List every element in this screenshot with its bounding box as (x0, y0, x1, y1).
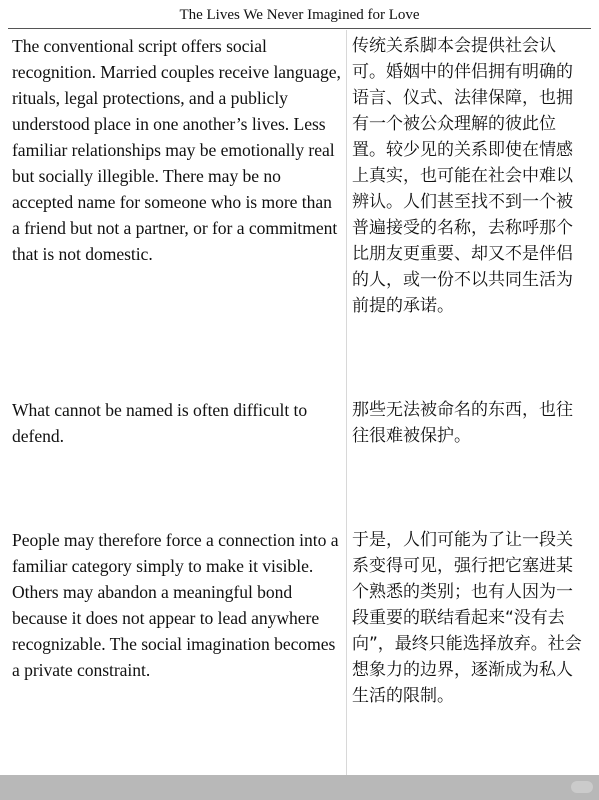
section-3-english: People may therefore force a connection into a familiar category simply to make it visible. Others may abandon a meaningful bond because it does not appear to lead anywhere recognizable. The social imagination becomes a private constraint. (12, 530, 339, 680)
section-1-chinese: 传统关系脚本会提供社会认可。婚姻中的伴侣拥有明确的语言、仪式、法律保障，也拥有一个被公众理解的彼此位置。较少见的关系即使在情感上真实，也可能在社会中难以辨认。人们甚至找不到一个被普遍接受的名称，去称呼那个比朋友更重要、却又不是伴侣的人，或一份不以共同生活为前提的承诺。 (352, 36, 573, 316)
watermark-logo (571, 781, 593, 793)
section-1-english: The conventional script offers social recognition. Married couples receive language, rituals, legal protections, and a publicly understood place in one another’s lives. Less familiar relationships may be emotionally real but socially illegible. There may be no accepted name for someone who is more than a friend but not a partner, or for a commitment that is not domestic. (12, 36, 341, 264)
section-2-chinese: 那些无法被命名的东西，也往往很难被保护。 (352, 400, 573, 446)
section-2-english: What cannot be named is often difficult to defend. (12, 400, 308, 446)
column-divider (346, 30, 347, 775)
header-divider (8, 28, 591, 29)
section-3-chinese: 于是，人们可能为了让一段关系变得可见，强行把它塞进某个熟悉的类别；也有人因为一段重要的联结看起来“没有去向”，最终只能选择放弃。社会想象力的边界，逐渐成为私人生活的限制。 (352, 530, 582, 706)
bottom-bar (0, 775, 599, 800)
page-title: The Lives We Never Imagined for Love (179, 7, 420, 23)
page-header (0, 0, 599, 30)
